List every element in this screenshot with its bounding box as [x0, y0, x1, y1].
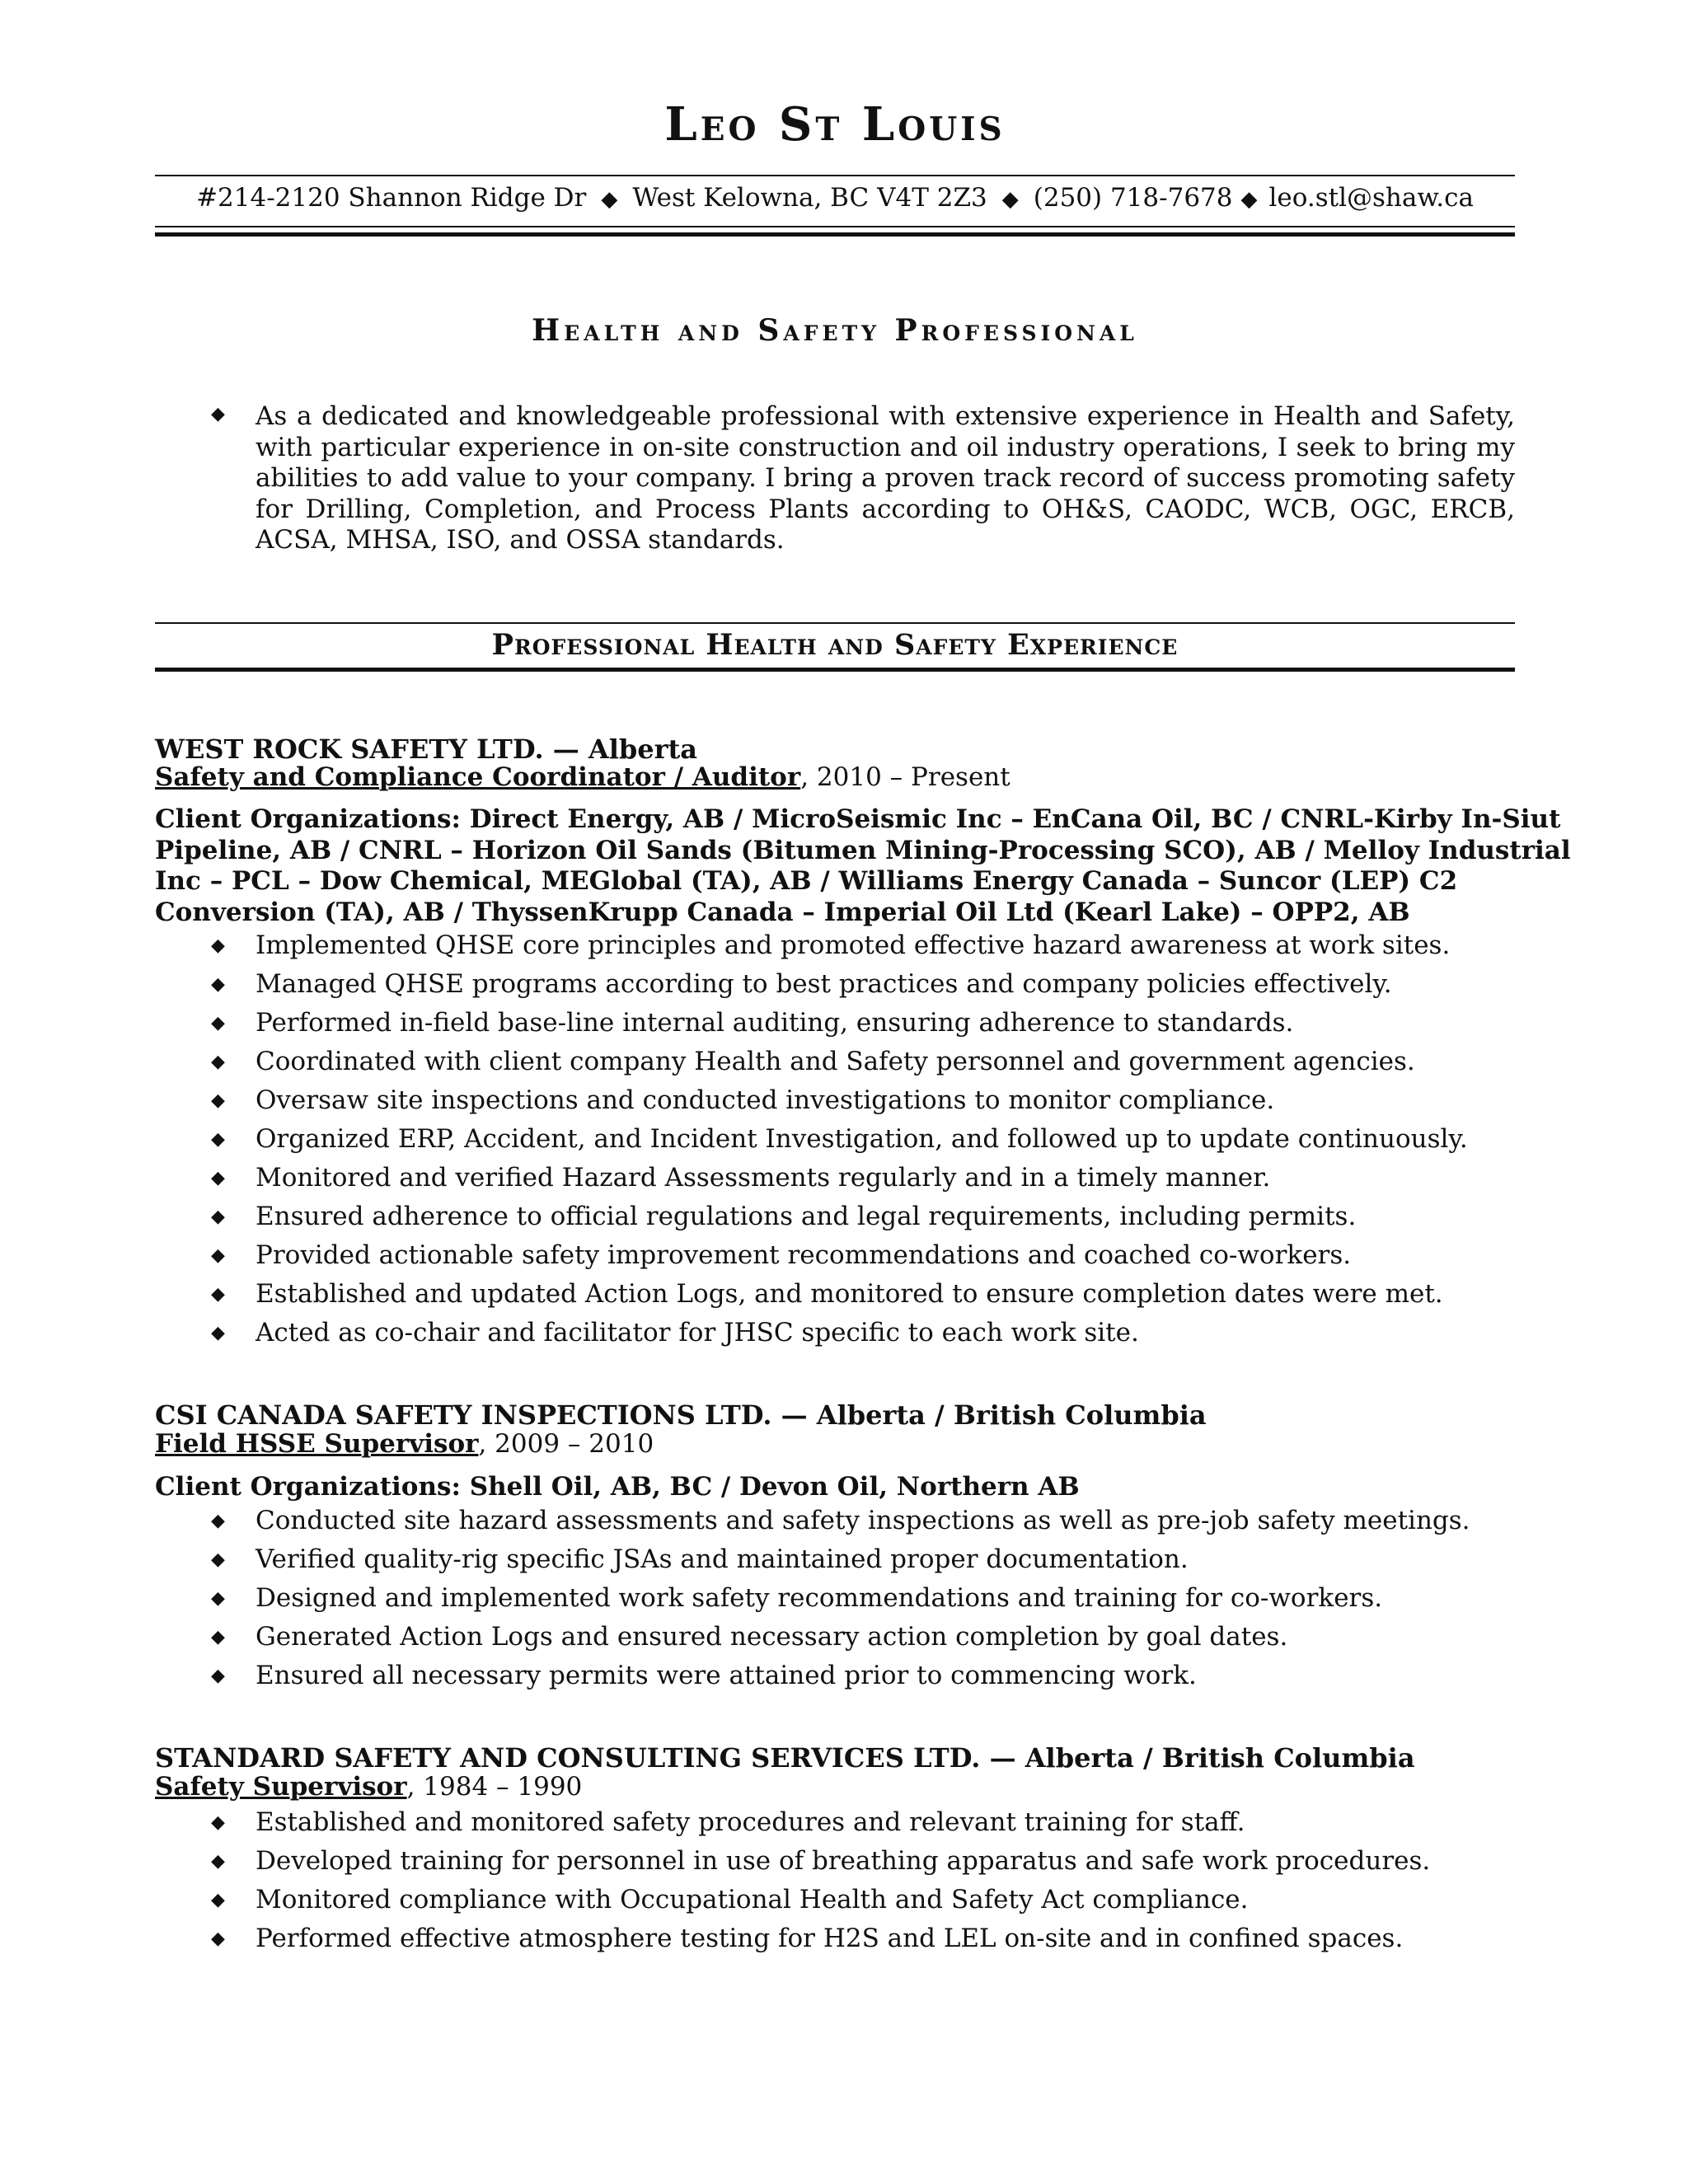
diamond-icon: ◆: [211, 1323, 225, 1343]
list-item: ◆ Oversaw site inspections and conducted investigations to monitor compliance.: [155, 1081, 1515, 1120]
diamond-icon: ◆: [211, 1511, 225, 1531]
diamond-icon: ◆: [211, 1929, 225, 1949]
candidate-name: Leo St Louis: [664, 97, 1006, 152]
job-bullets: [155, 1803, 1515, 1958]
job-role: Safety Supervisor: [155, 1772, 407, 1802]
list-item: ◆ Monitored and verified Hazard Assessments regularly and in a timely manner.: [155, 1159, 1515, 1197]
contact-phone: (250) 718-7678: [1033, 183, 1233, 213]
summary-text: As a dedicated and knowledgeable professional with extensive experience in Health and Safety, with particular experience in on-site construction and oil industry operations, I seek to bring my abilities to add value to your company. I bring a proven track record of success promoting safety for Drilling, Completion, and Process Plants according to OH&S, CAODC, WCB, OGC, ERCB, ACSA, MHSA, ISO, and OSSA standards.: [256, 401, 1515, 555]
list-item: ◆ Managed QHSE programs according to best practices and company policies effectively.: [155, 965, 1515, 1004]
list-item: ◆ Organized ERP, Accident, and Incident Investigation, and followed up to update continuously.: [155, 1120, 1515, 1159]
diamond-icon: ◆: [211, 1890, 225, 1910]
list-item: ◆ Acted as co-chair and facilitator for JHSC specific to each work site.: [155, 1314, 1515, 1352]
list-item: ◆ Coordinated with client company Health and Safety personnel and government agencies.: [155, 1043, 1515, 1081]
diamond-icon: ◆: [211, 1207, 225, 1227]
client-line: Inc – PCL – Dow Chemical, MEGlobal (TA), AB / Williams Energy Canada – Suncor (LEP) C2: [155, 866, 1458, 896]
job-bullets: [155, 926, 1515, 1352]
diamond-icon: ◆: [211, 1627, 225, 1647]
job-dates: , 2010 – Present: [800, 762, 1010, 792]
diamond-icon: ◆: [601, 187, 618, 212]
list-item: ◆ Ensured adherence to official regulations and legal requirements, including permits.: [155, 1197, 1515, 1236]
list-item: ◆ Performed in-field base-line internal auditing, ensuring adherence to standards.: [155, 1004, 1515, 1043]
header-rule-bottom-thin: [155, 226, 1515, 227]
experience-title: Professional Health and Safety Experience: [491, 628, 1179, 662]
list-item: ◆ Developed training for personnel in use of breathing apparatus and safe work procedures.: [155, 1842, 1515, 1881]
list-item: ◆ Provided actionable safety improvement recommendations and coached co-workers.: [155, 1236, 1515, 1275]
diamond-icon: ◆: [211, 974, 225, 995]
list-item: ◆ Implemented QHSE core principles and promoted effective hazard awareness at work sites.: [155, 926, 1515, 965]
job-company: STANDARD SAFETY AND CONSULTING SERVICES LTD. — Alberta / British Columbia: [155, 1742, 1415, 1774]
job-role-line: [155, 1772, 582, 1802]
list-item: ◆ Ensured all necessary permits were attained prior to commencing work.: [155, 1657, 1515, 1695]
list-item: ◆ Verified quality-rig specific JSAs and maintained proper documentation.: [155, 1540, 1515, 1579]
job-clients: [155, 804, 1571, 928]
job-role: Field HSSE Supervisor: [155, 1429, 479, 1459]
experience-rule-bottom: [155, 668, 1515, 672]
experience-rule-top: [155, 622, 1515, 624]
diamond-icon: ◆: [1001, 187, 1019, 212]
contact-city: West Kelowna, BC V4T 2Z3: [632, 183, 987, 213]
client-line: Conversion (TA), AB / ThyssenKrupp Canada – Imperial Oil Ltd (Kearl Lake) – OPP2, AB: [155, 897, 1410, 927]
job-dates: , 1984 – 1990: [406, 1772, 583, 1802]
diamond-icon: ◆: [211, 935, 225, 956]
diamond-icon: ◆: [211, 1245, 225, 1266]
diamond-icon: ◆: [211, 1090, 225, 1111]
list-item: ◆ Monitored compliance with Occupational Health and Safety Act compliance.: [155, 1881, 1515, 1919]
list-item: ◆ Established and monitored safety procedures and relevant training for staff.: [155, 1803, 1515, 1842]
client-line: Client Organizations: Direct Energy, AB / MicroSeismic Inc – EnCana Oil, BC / CNRL-Kirby In-Siut: [155, 804, 1561, 834]
list-item: ◆ Established and updated Action Logs, and monitored to ensure completion dates were met.: [155, 1275, 1515, 1314]
list-item: ◆ Generated Action Logs and ensured necessary action completion by goal dates.: [155, 1618, 1515, 1657]
header-rule-bottom-thick: [155, 232, 1515, 237]
client-line: Pipeline, AB / CNRL – Horizon Oil Sands (Bitumen Mining-Processing SCO), AB / Melloy Industrial: [155, 835, 1571, 865]
job-bullets: [155, 1502, 1515, 1695]
diamond-icon: ◆: [211, 1549, 225, 1570]
diamond-icon: ◆: [211, 1812, 225, 1833]
diamond-icon: ◆: [211, 1013, 225, 1033]
diamond-icon: ◆: [211, 1851, 225, 1872]
summary-title: Health and Safety Professional: [532, 313, 1138, 348]
diamond-icon: ◆: [1240, 187, 1258, 212]
job-role-line: [155, 762, 1010, 792]
diamond-icon: ◆: [211, 404, 225, 424]
list-item: ◆ Conducted site hazard assessments and safety inspections as well as pre-job safety meetings.: [155, 1502, 1515, 1540]
list-item: ◆ Performed effective atmosphere testing for H2S and LEL on-site and in confined spaces.: [155, 1919, 1515, 1958]
diamond-icon: ◆: [211, 1052, 225, 1072]
diamond-icon: ◆: [211, 1129, 225, 1150]
diamond-icon: ◆: [211, 1168, 225, 1188]
client-line: Client Organizations: Shell Oil, AB, BC / Devon Oil, Northern AB: [155, 1472, 1080, 1502]
job-clients: [155, 1472, 1515, 1503]
job-role-line: [155, 1429, 654, 1459]
diamond-icon: ◆: [211, 1284, 225, 1305]
job-company: CSI CANADA SAFETY INSPECTIONS LTD. — Alberta / British Columbia: [155, 1399, 1207, 1431]
contact-email: leo.stl@shaw.ca: [1268, 183, 1474, 213]
job-company: WEST ROCK SAFETY LTD. — Alberta: [155, 733, 697, 765]
list-item: ◆ Designed and implemented work safety recommendations and training for co-workers.: [155, 1579, 1515, 1618]
diamond-icon: ◆: [211, 1588, 225, 1609]
contact-line: [155, 183, 1515, 213]
job-dates: , 2009 – 2010: [478, 1429, 654, 1459]
job-role: Safety and Compliance Coordinator / Auditor: [155, 762, 801, 792]
diamond-icon: ◆: [211, 1666, 225, 1686]
header-rule-top: [155, 175, 1515, 176]
contact-address: #214-2120 Shannon Ridge Dr: [196, 183, 587, 213]
